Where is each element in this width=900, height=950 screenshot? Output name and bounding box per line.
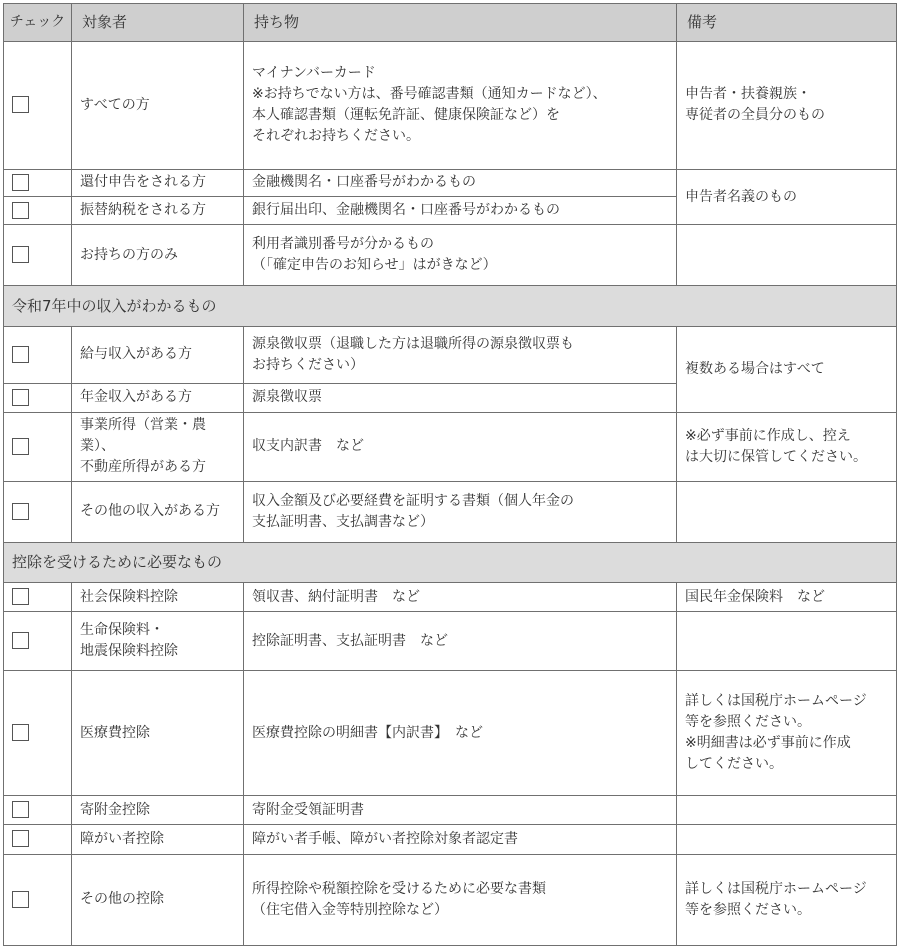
items-all: マイナンバーカード ※お持ちでない方は、番号確認書類（通知カードなど）、 本人確認書類（運転免許証、健康保険証など）を それぞれお持ちください。: [244, 42, 677, 170]
row-medical: [4, 671, 897, 796]
checkbox-all[interactable]: [12, 96, 29, 113]
checkbox-life[interactable]: [12, 632, 29, 649]
remarks-other-income-empty: [677, 481, 897, 542]
target-salary: 給与収入がある方: [72, 326, 244, 383]
remarks-other-deduction: 詳しくは国税庁ホームページ 等を参照ください。: [677, 854, 897, 945]
items-medical: 医療費控除の明細書【内訳書】 など: [244, 671, 677, 796]
remarks-social: 国民年金保険料 など: [677, 583, 897, 612]
items-business: 収支内訳書 など: [244, 412, 677, 481]
target-disability: 障がい者控除: [72, 825, 244, 854]
row-refund: [4, 169, 897, 196]
checkbox-pension[interactable]: [12, 389, 29, 406]
items-disability: 障がい者手帳、障がい者控除対象者認定書: [244, 825, 677, 854]
target-business: 事業所得（営業・農業）、 不動産所得がある方: [72, 412, 244, 481]
checkbox-donation[interactable]: [12, 801, 29, 818]
items-other-deduction: 所得控除や税額控除を受けるために必要な書類 （住宅借入金等特別控除など）: [244, 854, 677, 945]
items-other-income: 収入金額及び必要経費を証明する書類（個人年金の 支払証明書、支払調書など）: [244, 481, 677, 542]
row-all: [4, 42, 897, 170]
remarks-salary: 複数ある場合はすべて: [677, 326, 897, 412]
target-refund: 還付申告をされる方: [72, 169, 244, 196]
target-transfer: 振替納税をされる方: [72, 197, 244, 225]
remarks-refund: 申告者名義のもの: [677, 169, 897, 225]
section-income-title: 令和7年中の収入がわかるもの: [4, 286, 897, 327]
row-salary: [4, 326, 897, 383]
remarks-medical: 詳しくは国税庁ホームページ 等を参照ください。 ※明細書は必ず事前に作成 してください。: [677, 671, 897, 796]
target-life: 生命保険料・ 地震保険料控除: [72, 612, 244, 671]
checkbox-other-deduction[interactable]: [12, 891, 29, 908]
row-other-income: [4, 481, 897, 542]
row-disability: [4, 825, 897, 854]
remarks-holders-empty: [677, 225, 897, 286]
remarks-disability-empty: [677, 825, 897, 854]
items-refund: 金融機関名・口座番号がわかるもの: [244, 169, 677, 196]
checkbox-disability[interactable]: [12, 830, 29, 847]
section-deduction-row: [4, 542, 897, 583]
section-income-row: [4, 286, 897, 327]
target-medical: 医療費控除: [72, 671, 244, 796]
items-life: 控除証明書、支払証明書 など: [244, 612, 677, 671]
header-items: 持ち物: [244, 4, 677, 42]
target-social: 社会保険料控除: [72, 583, 244, 612]
row-donation: [4, 795, 897, 824]
target-holders: お持ちの方のみ: [72, 225, 244, 286]
items-holders: 利用者識別番号が分かるもの （「確定申告のお知らせ」はがきなど）: [244, 225, 677, 286]
row-other-deduction: [4, 854, 897, 945]
items-social: 領収書、納付証明書 など: [244, 583, 677, 612]
checkbox-social[interactable]: [12, 588, 29, 605]
row-business: [4, 412, 897, 481]
items-donation: 寄附金受領証明書: [244, 795, 677, 824]
row-social: [4, 583, 897, 612]
row-life: [4, 612, 897, 671]
target-other-deduction: その他の控除: [72, 854, 244, 945]
checkbox-business[interactable]: [12, 438, 29, 455]
remarks-business: ※必ず事前に作成し、控え は大切に保管してください。: [677, 412, 897, 481]
remarks-life-empty: [677, 612, 897, 671]
checkbox-other-income[interactable]: [12, 503, 29, 520]
row-holders: [4, 225, 897, 286]
section-deduction-title: 控除を受けるために必要なもの: [4, 542, 897, 583]
checkbox-medical[interactable]: [12, 724, 29, 741]
items-transfer: 銀行届出印、金融機関名・口座番号がわかるもの: [244, 197, 677, 225]
target-donation: 寄附金控除: [72, 795, 244, 824]
header-target: 対象者: [72, 4, 244, 42]
remarks-all: 申告者・扶養親族・ 専従者の全員分のもの: [677, 42, 897, 170]
target-pension: 年金収入がある方: [72, 383, 244, 412]
checkbox-transfer[interactable]: [12, 202, 29, 219]
target-other-income: その他の収入がある方: [72, 481, 244, 542]
target-all: すべての方: [72, 42, 244, 170]
checkbox-refund[interactable]: [12, 174, 29, 191]
items-pension: 源泉徴収票: [244, 383, 677, 412]
checkbox-holders[interactable]: [12, 246, 29, 263]
header-row: [4, 4, 897, 42]
header-remarks: 備考: [677, 4, 897, 42]
checkbox-salary[interactable]: [12, 346, 29, 363]
items-salary: 源泉徴収票（退職した方は退職所得の源泉徴収票も お持ちください）: [244, 326, 677, 383]
header-check: チェック: [4, 4, 72, 42]
checklist-table: [3, 3, 897, 946]
remarks-donation-empty: [677, 795, 897, 824]
